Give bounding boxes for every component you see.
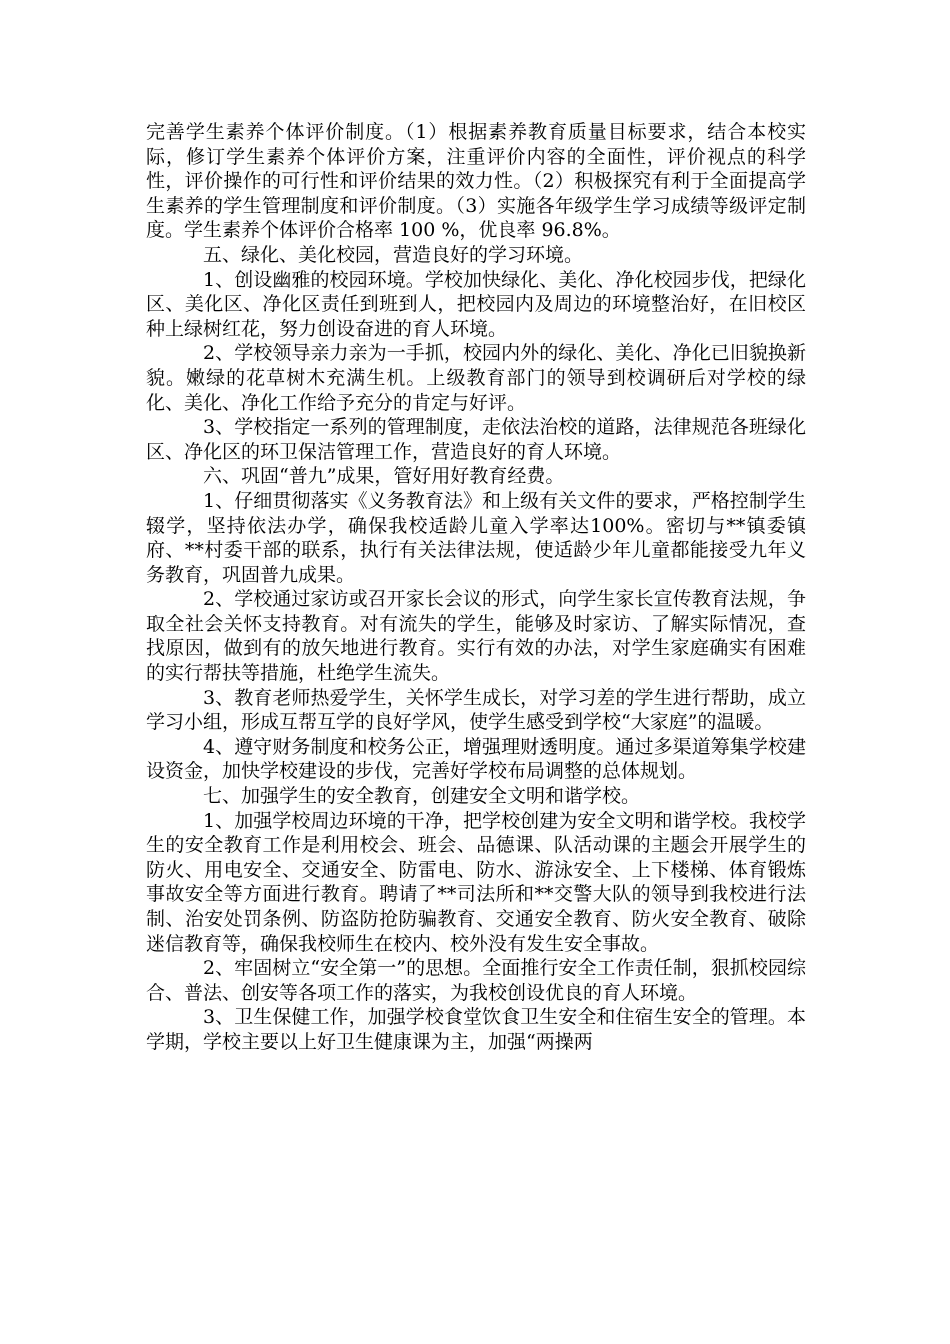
paragraph-1: 完善学生素养个体评价制度。（1）根据素养教育质量目标要求，结合本校实际，修订学生素养个体评价方案，注重评价内容的全面性，评价视点的科学性，评价操作的可行性和评价结果的效力性。（2）积极探究有利于全面提高学生素养的学生管理制度和评价制度。（3）实施各年级学生学习成绩等级评定制度。学生素养个体评价合格率 100 %，优良率 96.8%。 bbox=[146, 121, 806, 242]
paragraph-5-1: 1、创设幽雅的校园环境。学校加快绿化、美化、净化校园步伐，把绿化区、美化区、净化区责任到班到人，把校园内及周边的环境整治好，在旧校区种上绿树红花，努力创设奋进的育人环境。 bbox=[146, 268, 806, 340]
paragraph-5-3: 3、学校指定一系列的管理制度，走依法治校的道路，法律规范各班绿化区、净化区的环卫保洁管理工作，营造良好的育人环境。 bbox=[146, 416, 806, 463]
paragraph-7-3: 3、卫生保健工作，加强学校食堂饮食卫生安全和住宿生安全的管理。本学期，学校主要以上好卫生健康课为主，加强“两操两 bbox=[146, 1006, 806, 1053]
paragraph-6-4: 4、遵守财务制度和校务公正，增强理财透明度。通过多渠道筹集学校建设资金，加快学校建设的步伐，完善好学校布局调整的总体规划。 bbox=[146, 735, 806, 783]
section-heading-5: 五、绿化、美化校园，营造良好的学习环境。 bbox=[203, 243, 584, 266]
section-heading-7: 七、加强学生的安全教育，创建安全文明和谐学校。 bbox=[203, 785, 641, 808]
section-heading-6: 六、巩固“普九”成果，管好用好教育经费。 bbox=[203, 465, 565, 488]
paragraph-7-1: 1、加强学校周边环境的干净，把学校创建为安全文明和谐学校。我校学生的安全教育工作是利用校会、班会、品德课、队活动课的主题会开展学生的防火、用电安全、交通安全、防雷电、防水、游泳安全、上下楼梯、体育锻炼事故安全等方面进行教育。聘请了**司法所和**交警大队的领导到我校进行法制、治安处罚条例、防盗防抢防骗教育、交通安全教育、防火安全教育、破除迷信教育等，确保我校师生在校内、校外没有发生安全事故。 bbox=[146, 809, 806, 955]
document-body bbox=[146, 120, 806, 1055]
paragraph-7-2: 2、牢固树立“安全第一”的思想。全面推行安全工作责任制，狠抓校园综合、普法、创安等各项工作的落实，为我校创设优良的育人环境。 bbox=[146, 957, 806, 1004]
paragraph-5-2: 2、学校领导亲力亲为一手抓，校园内外的绿化、美化、净化已旧貌换新貌。嫩绿的花草树木充满生机。上级教育部门的领导到校调研后对学校的绿化、美化、净化工作给予充分的肯定与好评。 bbox=[146, 342, 806, 414]
paragraph-6-3: 3、教育老师热爱学生，关怀学生成长，对学习差的学生进行帮助，成立学习小组，形成互帮互学的良好学风，使学生感受到学校“大家庭”的温暖。 bbox=[146, 686, 806, 734]
paragraph-6-2: 2、学校通过家访或召开家长会议的形式，向学生家长宣传教育法规，争取全社会关怀支持教育。对有流失的学生，能够及时家访、了解实际情况，查找原因，做到有的放矢地进行教育。实行有效的办法，对学生家庭确实有困难的实行帮扶等措施，杜绝学生流失。 bbox=[146, 588, 806, 685]
paragraph-6-1: 1、仔细贯彻落实《义务教育法》和上级有关文件的要求，严格控制学生辍学，坚持依法办学，确保我校适龄儿童入学率达100%。密切与**镇委镇府、**村委干部的联系，执行有关法律法规，使适龄少年儿童都能接受九年义务教育，巩固普九成果。 bbox=[146, 489, 806, 586]
